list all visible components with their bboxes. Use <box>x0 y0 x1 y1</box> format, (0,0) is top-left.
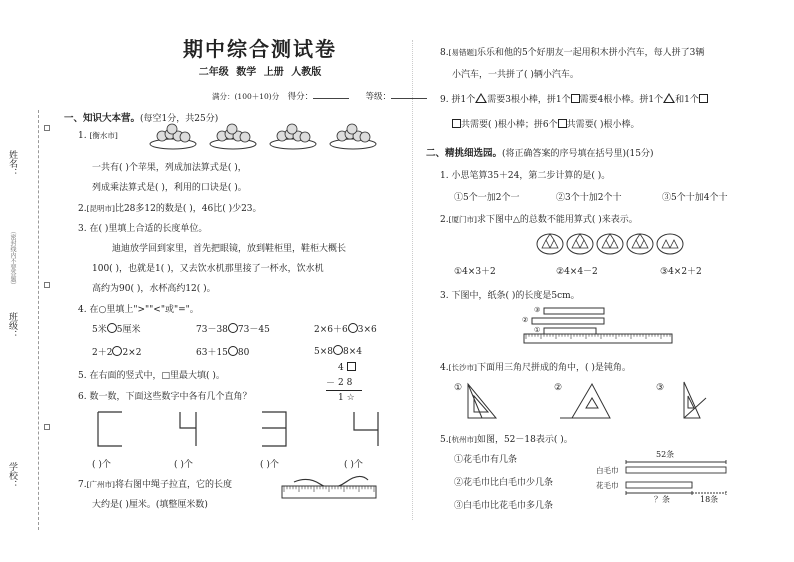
q9-text: 共需要( )根小棒。 <box>566 120 640 130</box>
paper-strips-ruler <box>522 306 674 344</box>
grade-blank[interactable] <box>391 98 427 99</box>
s2q2-text: 求下图中△的总数不能用算式( )来表示。 <box>476 215 638 225</box>
triangle-groups-image <box>536 232 686 256</box>
seal-mark <box>44 125 50 131</box>
option[interactable]: ①4×3＋2 <box>454 267 496 277</box>
flower-towel-label: 花毛巾 <box>596 481 619 490</box>
q4-num: 4. <box>78 305 87 315</box>
seal-mark <box>44 424 50 430</box>
q6-answer: ( )个 <box>260 460 279 470</box>
q3-line2: 迪迪放学回到家里，首先把眼镜，放到鞋柜里，鞋柜大概长 <box>112 244 347 254</box>
diff-label: 18条 <box>700 495 719 504</box>
q3-num: 3. <box>78 224 87 234</box>
option[interactable]: ①5个一加2个一 <box>454 193 520 203</box>
compare-right: 3×6 <box>357 325 377 335</box>
q8-line2: 小汽车，一共拼了( )辆小汽车。 <box>452 70 579 80</box>
option[interactable]: ③4×2＋2 <box>660 267 702 277</box>
digit-shape <box>98 412 122 446</box>
q4-row1-item <box>196 322 270 335</box>
s2q1-num: 1. <box>440 171 449 181</box>
set-square-angles <box>462 378 722 422</box>
q2-text: 比28多12的数是( )，46比( )少23。 <box>114 204 262 214</box>
digit-shape <box>354 412 378 446</box>
s2q1 <box>440 168 610 181</box>
towel-bar-diagram <box>624 456 730 498</box>
q3-line4: 高约为90( )，水杯高约12( )。 <box>92 284 216 294</box>
strip-1 <box>544 328 596 334</box>
compare-left: 2＋2 <box>92 348 113 358</box>
square-icon <box>452 119 461 128</box>
score-blank[interactable] <box>313 98 349 99</box>
q6-answer: ( )个 <box>174 460 193 470</box>
q9-line1 <box>440 92 708 105</box>
total-label: 52条 <box>656 450 675 459</box>
angle-figure-2 <box>572 384 610 418</box>
compare-circle[interactable] <box>228 346 238 356</box>
angle-figure-3 <box>684 382 700 418</box>
s2q5-num: 5. <box>440 435 449 445</box>
subtitle: 二年级 数学 上册 人教版 <box>198 67 322 78</box>
q6-answer: ( )个 <box>344 460 363 470</box>
calc-top: 4 <box>338 363 344 373</box>
score-line <box>212 90 427 102</box>
s2q4-num: 4. <box>440 363 449 373</box>
compare-left: 73－38 <box>196 325 228 335</box>
option[interactable]: ③5个十加4个十 <box>662 193 728 203</box>
q2 <box>78 201 262 214</box>
q1-head <box>78 130 118 141</box>
q1-num: 1. <box>78 131 87 141</box>
calc-op: － <box>326 379 336 389</box>
compare-circle[interactable] <box>348 323 358 333</box>
compare-right: 5厘米 <box>116 325 141 335</box>
q9-num: 9. <box>440 95 449 105</box>
q1-line1: 一共有( )个苹果，列成加法算式是( )， <box>92 163 247 173</box>
white-bar <box>626 467 726 473</box>
score-info: 满分：(100＋10)分 <box>212 92 280 101</box>
compare-right: 2×2 <box>122 348 142 358</box>
q2-num: 2. <box>78 204 87 214</box>
section2-title: 二、精挑细选园。 <box>426 148 503 159</box>
strip-label: ① <box>534 326 541 334</box>
q9-text: 和1个 <box>675 95 699 105</box>
q9-line2 <box>452 117 640 130</box>
triangle-icon <box>663 93 675 103</box>
compare-right: 80 <box>237 348 250 358</box>
s2q1-text: 小思笔算35＋24，第二步计算的是( )。 <box>451 171 611 181</box>
option-label[interactable]: ① <box>454 383 463 393</box>
compare-circle[interactable] <box>228 323 238 333</box>
q2-tag: [昆明市] <box>86 204 115 213</box>
q4-row2-item <box>92 345 141 358</box>
compare-circle[interactable] <box>107 323 117 333</box>
section1-title: 一、知识大本营。 <box>64 113 141 124</box>
option[interactable]: ②4×4－2 <box>556 267 598 277</box>
q4-row1-item <box>92 322 140 335</box>
q4-row2-item <box>314 345 362 357</box>
strip-3 <box>544 308 604 314</box>
triangle-icon <box>475 93 487 103</box>
s2q2 <box>440 212 638 225</box>
q5-text: 在右面的竖式中，□里最大填( )。 <box>89 371 225 381</box>
compare-left: 5×8 <box>314 347 333 357</box>
q8-num: 8. <box>440 48 449 58</box>
q4 <box>78 302 199 315</box>
calc-rule <box>326 390 362 391</box>
q8 <box>440 45 704 58</box>
column-divider <box>412 40 413 520</box>
q6-answer: ( )个 <box>92 460 111 470</box>
calc-bottom: 1 ☆ <box>338 393 355 403</box>
option[interactable]: ②3个十加2个十 <box>556 193 622 203</box>
q5 <box>78 368 225 381</box>
q7-line2: 大约是( )厘米。(填整厘米数) <box>92 500 208 510</box>
q1-line2: 列成乘法算式是( )，利用的口诀是( )。 <box>92 183 247 193</box>
strip-label: ② <box>522 316 529 324</box>
q9-text: 需要3根小棒，拼1个 <box>487 95 571 105</box>
s2q5-tag: [杭州市] <box>448 435 477 444</box>
digit-shape <box>180 412 196 446</box>
compare-circle[interactable] <box>112 346 122 356</box>
q4-text: 在○里填上">""<"或"="。 <box>89 305 199 315</box>
seal-note: （密封线内不要答题） <box>9 228 16 288</box>
q4-row2-item <box>196 345 249 358</box>
total-brace <box>626 460 726 464</box>
digit-figures <box>92 410 412 450</box>
calc-box[interactable] <box>347 362 356 371</box>
q9-text: 共需要( )根小棒；拼6个 <box>461 120 558 130</box>
score-label: 得分： <box>287 92 314 102</box>
vertical-calc <box>338 362 356 373</box>
q8-tag: [易错题] <box>448 48 477 57</box>
square-icon <box>558 119 567 128</box>
s2q4-text: 下面用三角尺拼成的角中，( )是钝角。 <box>476 363 631 373</box>
name-label: 姓名： <box>7 150 17 177</box>
q1-tag: [衡水市] <box>89 131 118 140</box>
white-towel-label: 白毛巾 <box>596 466 619 475</box>
option[interactable]: ①花毛巾有几条 <box>454 455 518 465</box>
q9-text: 需要4根小棒。拼1个 <box>579 95 664 105</box>
option-label[interactable]: ② <box>554 383 563 393</box>
option[interactable]: ②花毛巾比白毛巾少几条 <box>454 478 554 488</box>
s2q3 <box>440 288 580 301</box>
school-label: 学校： <box>7 462 17 489</box>
option-label[interactable]: ③ <box>656 383 665 393</box>
square-icon <box>571 94 580 103</box>
compare-left: 5米 <box>92 325 107 335</box>
strip-2 <box>532 318 604 324</box>
square-icon <box>699 94 708 103</box>
strip-label: ③ <box>534 306 541 314</box>
q7-line1: 将右图中绳子拉直，它的长度 <box>114 480 232 490</box>
s2q2-num: 2. <box>440 215 449 225</box>
apple-plates-image <box>148 122 408 152</box>
q7 <box>78 477 232 490</box>
q6-text: 数一数，下面这些数字中各有几个直角？ <box>89 392 252 402</box>
q7-num: 7. <box>78 480 87 490</box>
q6 <box>78 389 251 402</box>
q6-num: 6. <box>78 392 87 402</box>
s2q2-tag: [厦门市] <box>448 215 477 224</box>
q3-line1: 在( )里填上合适的长度单位。 <box>89 224 208 234</box>
page-title: 期中综合测试卷 <box>183 37 337 61</box>
calc-mid: 2 8 <box>338 378 353 388</box>
unknown-label: ？条 <box>654 495 670 504</box>
compare-right: 8×4 <box>343 347 362 357</box>
flower-bar <box>626 482 692 488</box>
q3-line3: 100( )，也就是1( )，又去饮水机那里接了一杯水，饮水机 <box>92 264 324 274</box>
s2q3-num: 3. <box>440 291 449 301</box>
s2q5 <box>440 432 573 445</box>
class-label: 班级： <box>7 312 17 339</box>
compare-circle[interactable] <box>333 345 343 355</box>
compare-left: 2×6＋6 <box>314 325 348 335</box>
compare-right: 73－45 <box>237 325 270 335</box>
seal-mark <box>44 282 50 288</box>
s2q3-text: 下图中，纸条( )的长度是5cm。 <box>451 291 580 301</box>
seal-line <box>38 110 39 530</box>
q8-line1: 乐乐和他的5个好朋友一起用积木拼小汽车，每人拼了3辆 <box>476 48 705 58</box>
q3 <box>78 221 207 234</box>
compare-left: 63＋15 <box>196 348 228 358</box>
s2q5-text: 如图，52－18表示( )。 <box>476 435 573 445</box>
q7-tag: [广州市] <box>86 480 115 489</box>
rope-ruler-image <box>280 474 380 500</box>
q4-row1-item <box>314 322 377 335</box>
section2-note: (将正确答案的序号填在括号里)(15分) <box>502 149 654 159</box>
q5-num: 5. <box>78 371 87 381</box>
section1-note: (每空1分，共25分) <box>140 114 219 124</box>
s2q4 <box>440 360 631 373</box>
section2-heading <box>426 145 654 159</box>
q9-text: 拼1个 <box>451 95 476 105</box>
option[interactable]: ③白毛巾比花毛巾多几条 <box>454 501 554 511</box>
grade-label: 等级： <box>365 92 392 102</box>
digit-shape <box>262 412 286 446</box>
angle-figure-1 <box>468 384 496 418</box>
s2q4-tag: [长沙市] <box>448 363 477 372</box>
